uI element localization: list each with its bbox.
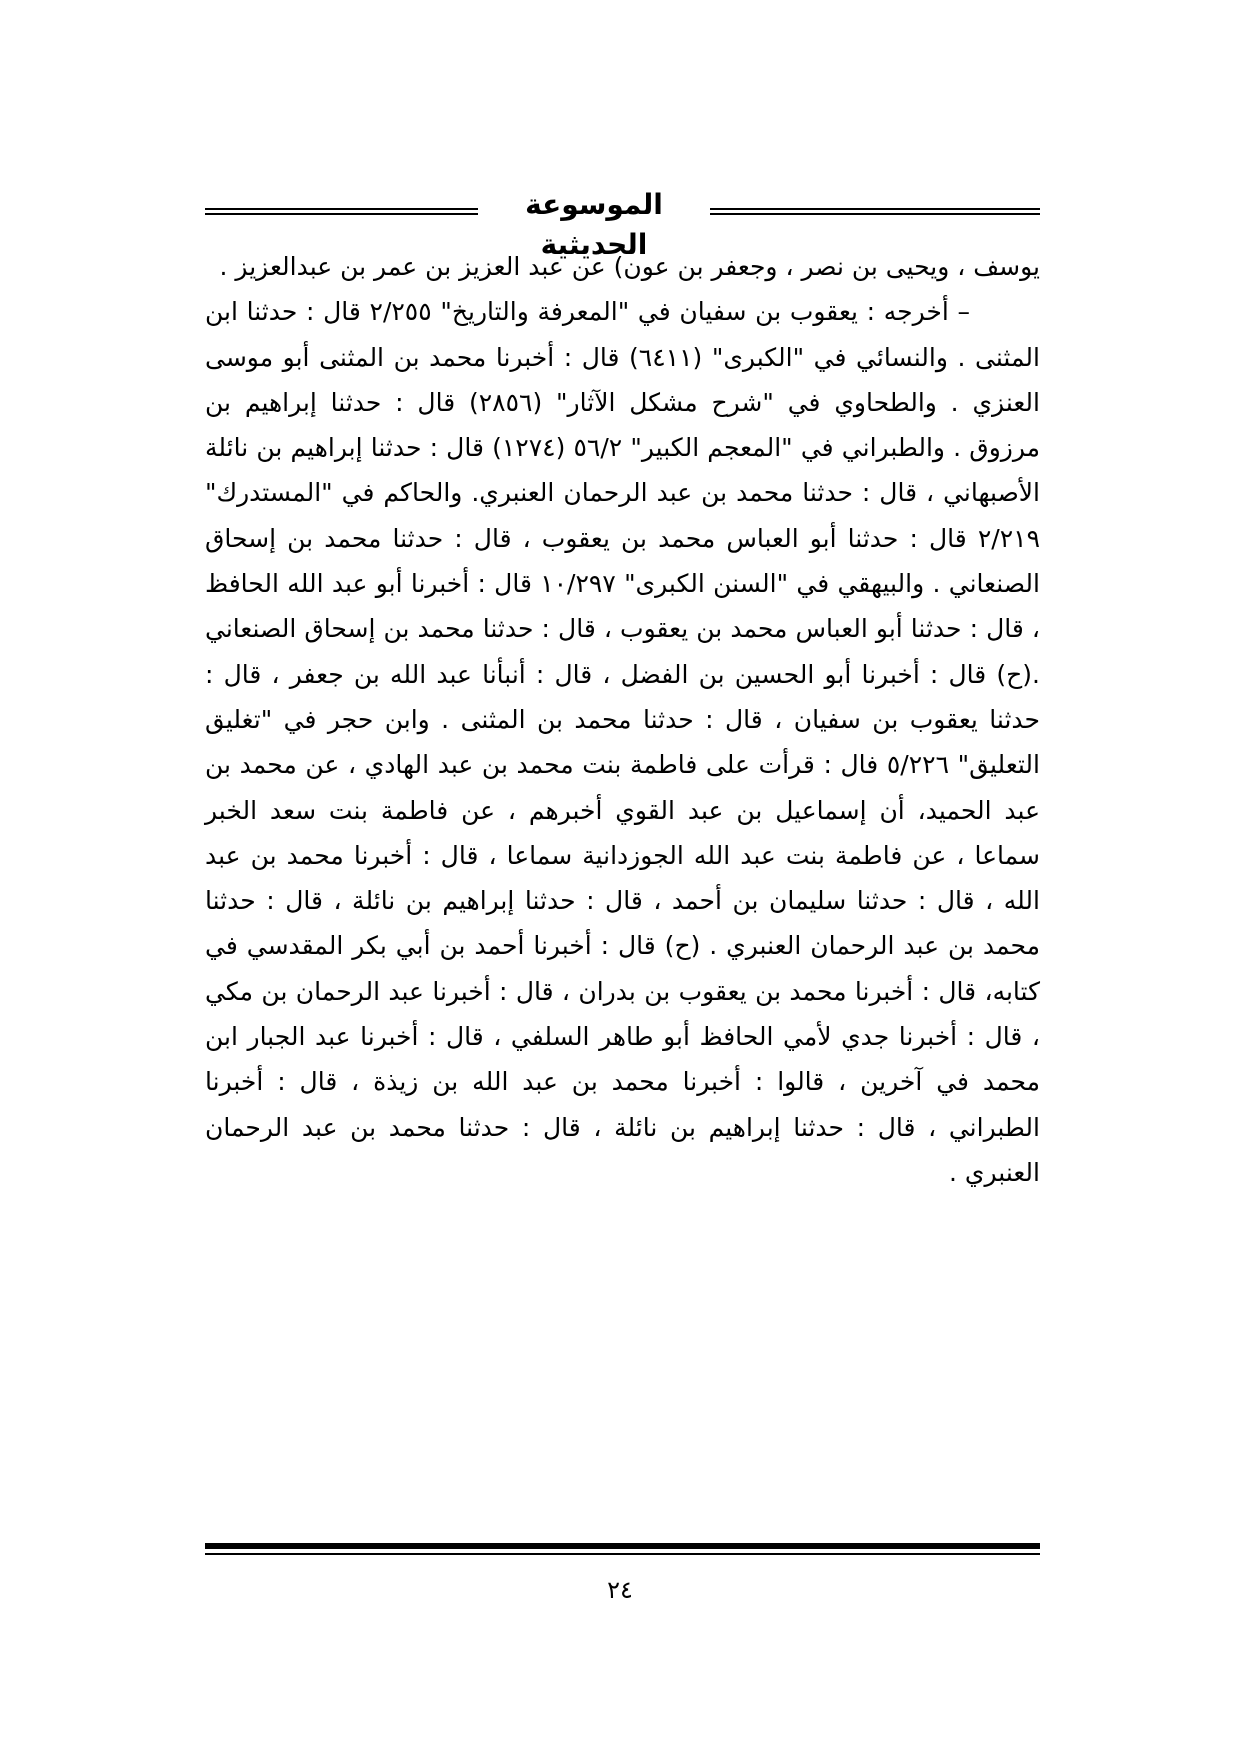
paragraph-continuation: يوسف ، ويحيى بن نصر ، وجعفر بن عون) عن عبد العزيز بن عمر بن عبدالعزيز .	[219, 252, 1040, 281]
running-header	[205, 185, 1040, 261]
main-text	[205, 244, 1040, 1195]
page-number: ٢٤	[607, 1576, 633, 1604]
paragraph-takhrij: – أخرجه : يعقوب بن سفيان في "المعرفة والتاريخ" ٢/٢٥٥ قال : حدثنا ابن المثنى . والنسائي في "الكبرى" (٦٤١١) قال : أخبرنا محمد بن المثنى أبو موسى العنزي . والطحاوي في "شرح مشكل الآثار" (٢٨٥٦) قال : حدثنا إبراهيم بن مرزوق . والطبراني في "المعجم الكبير" ٥٦/٢ (١٢٧٤) قال : حدثنا إبراهيم بن نائلة الأصبهاني ، قال : حدثنا محمد بن عبد الرحمان العنبري. والحاكم في "المستدرك" ٢/٢١٩ قال : حدثنا أبو العباس محمد بن يعقوب ، قال : حدثنا محمد بن إسحاق الصنعاني . والبيهقي في "السنن الكبرى" ١٠/٢٩٧ قال : أخبرنا أبو عبد الله الحافظ ، قال : حدثنا أبو العباس محمد بن يعقوب ، قال : حدثنا محمد بن إسحاق الصنعاني .(ح) قال : أخبرنا أبو الحسين بن الفضل ، قال : أنبأنا عبد الله بن جعفر ، قال : حدثنا يعقوب بن سفيان ، قال : حدثنا محمد بن المثنى . وابن حجر في "تغليق التعليق" ٥/٢٢٦ فال : قرأت على فاطمة بنت محمد بن عبد الهادي ، عن محمد بن عبد الحميد، أن إسماعيل بن عبد القوي أخبرهم ، عن فاطمة بنت سعد الخبر سماعا ، عن فاطمة بنت عبد الله الجوزدانية سماعا ، قال : أخبرنا محمد بن عبد الله ، قال : حدثنا سليمان بن أحمد ، قال : حدثنا إبراهيم بن نائلة ، قال : حدثنا محمد بن عبد الرحمان العنبري . (ح) قال : أخبرنا أحمد بن أبي بكر المقدسي في كتابه، قال : أخبرنا محمد بن يعقوب بن بدران ، قال : أخبرنا عبد الرحمان بن مكي ، قال : أخبرنا جدي لأمي الحافظ أبو طاهر السلفي ، قال : أخبرنا عبد الجبار ابن محمد في آخرين ، قالوا : أخبرنا محمد بن عبد الله بن زيذة ، قال : أخبرنا الطبراني ، قال : حدثنا إبراهيم بن نائلة ، قال : حدثنا محمد بن عبد الرحمان العنبري .	[205, 297, 1041, 1187]
footer-rule-thin	[205, 1553, 1040, 1555]
book-title: الموسوعة الحديثية	[525, 188, 663, 261]
header-rule-right	[710, 208, 1040, 215]
header-rule-left	[205, 208, 478, 215]
